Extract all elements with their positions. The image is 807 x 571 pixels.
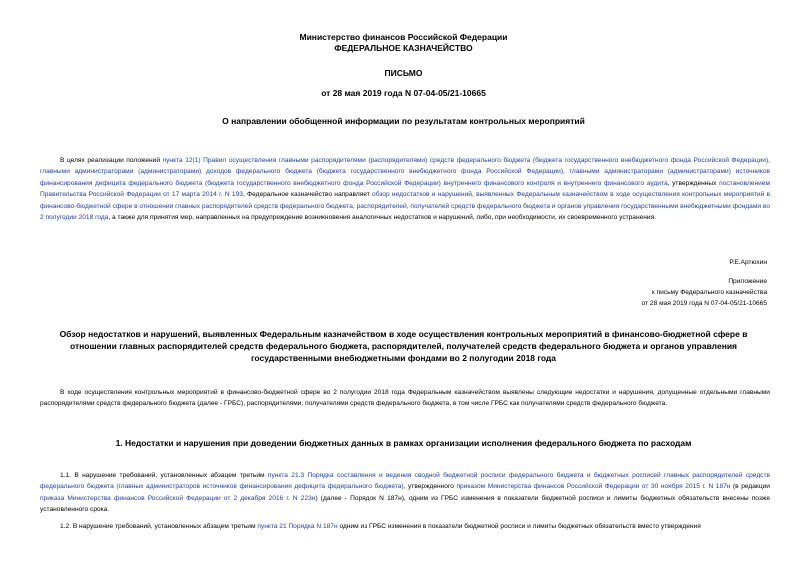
link-order-223n[interactable]: приказа Министерства финансов Российской Федерации от 2 декабря 2016 г. N 223н xyxy=(40,494,316,502)
section-1-title: 1. Недостатки и нарушения при доведении бюджетных данных в рамках организации исполнения федерального бюджета по расходам xyxy=(115,438,692,448)
review-intro: В ходе осуществления контрольных мероприятий в финансово-бюджетной сфере во 2 полугодии 2018 года Федеральным казначейством выявлены следующие недостатки и нарушения, допущенные отдельными главными распорядителями средств федерального бюджета (далее - ГРБС), распорядителями, получателями средств федерального бюджета, в том числе ГРБС как получателями средств федерального бюджета. xyxy=(40,389,770,408)
appendix-line-3: от 28 мая 2019 года N 07-04-05/21-10665 xyxy=(641,300,767,307)
appendix-line-1: Приложение xyxy=(728,278,767,285)
ministry-name: Министерство финансов Российской Федерации xyxy=(299,32,508,42)
link-review[interactable]: обзор недостатков и нарушений, выявленных Федеральным казначейством в ходе осуществления контрольных мероприятий в финансово-бюджетной сфере в отношении главных распорядителей средств федерального бюджета, распорядителей, получателей средств федерального бюджета и органов управления государственными внебюджетными фондами во 2 полугодии 2018 года xyxy=(40,191,771,222)
appendix-block xyxy=(642,276,767,309)
agency-name: ФЕДЕРАЛЬНОЕ КАЗНАЧЕЙСТВО xyxy=(334,43,473,53)
intro-paragraph: В целях реализации положений пункта 12(1) Правил осуществления главными распорядителями (распорядителями) средств федерального бюджета (бюджета государственного внебюджетного фонда Российской Федерации), главными администраторами (администраторами) доходов федерального бюджета (бюджета государственного внебюджетного фонда Российской Федерации), главными администраторами (администраторами) источников финансирования дефицита федерального бюджета (бюджета государственного внебюджетного фонда Российской Федерации) внутреннего финансового контроля и внутреннего финансового аудита, утвержденных постановлением Правительства Российской Федерации от 17 марта 2014 г. N 193, Федеральное казначейство направляет обзор недостатков и нарушений, выявленных Федеральным казначейством в ходе осуществления контрольных мероприятий в финансово-бюджетной сфере в отношении главных распорядителей средств федерального бюджета, распорядителей, получателей средств федерального бюджета и органов управления государственными внебюджетными фондами во 2 полугодии 2018 года, а также для принятия мер, направленных на предупреждение возникновения аналогичных недостатков и нарушений, либо, при необходимости, их своевременного устранения. xyxy=(40,157,771,222)
doc-type: ПИСЬМО xyxy=(384,68,423,78)
doc-date: от 28 мая 2019 года N 07-04-05/21-10665 xyxy=(321,88,486,98)
review-title: Обзор недостатков и нарушений, выявленных Федеральным казначейством в ходе осуществления контрольных мероприятий в финансово-бюджетной сфере в отношении главных распорядителей средств федерального бюджета, распорядителей, получателей средств федерального бюджета и органов управления государственными внебюджетными фондами во 2 полугодии 2018 года xyxy=(59,329,748,363)
header-block xyxy=(0,32,807,54)
link-decree-193[interactable]: постановлением Правительства Российской Федерации от 17 марта 2014 г. N 193 xyxy=(40,179,770,199)
link-p21-3[interactable]: пункта 21.3 Порядка составления и ведения сводной бюджетной росписи федерального бюджета и бюджетных росписей главных распорядителей средств федерального бюджета (главных администраторов источников финансирования дефицита федерального бюджета) xyxy=(40,472,770,491)
paragraph-1-2: 1.2. В нарушение требований, установленных абзацем третьим пункта 21 Порядка N 187н одним из ГРБС изменения в показатели бюджетной росписи и лимиты бюджетных обязательств вместо утверждения xyxy=(60,523,701,530)
signature: Р.Е.Артюхин xyxy=(729,259,767,266)
link-order-187n[interactable]: приказом Министерства финансов Российской Федерации от 30 ноября 2015 г. N 187н xyxy=(456,483,731,491)
paragraph-1-1: 1.1. В нарушение требований, установленных абзацем третьим пункта 21.3 Порядка составления и ведения сводной бюджетной росписи федерального бюджета и бюджетных росписей главных распорядителей средств федерального бюджета (главных администраторов источников финансирования дефицита федерального бюджета), утвержденного приказом Министерства финансов Российской Федерации от 30 ноября 2015 г. N 187н (в редакции приказа Министерства финансов Российской Федерации от 2 декабря 2016 г. N 223н) (далее - Порядок N 187н), одним из ГРБС изменения в показатели бюджетной росписи и лимиты бюджетных обязательств внесены позже установленного срока. xyxy=(40,472,771,514)
link-p21-187n[interactable]: пункта 21 Порядка N 187н xyxy=(257,523,338,530)
appendix-line-2: к письму Федерального казначейства xyxy=(651,289,767,296)
doc-subject: О направлении обобщенной информации по результатам контрольных мероприятий xyxy=(222,116,585,126)
link-rules-p12-1[interactable]: пункта 12(1) Правил осуществления главными распорядителями (распорядителями) средств федерального бюджета (бюджета государственного внебюджетного фонда Российской Федерации), главными администраторами (администраторами) доходов федерального бюджета (бюджета государственного внебюджетного фонда Российской Федерации), главными администраторами (администраторами) источников финансирования дефицита федерального бюджета (бюджета государственного внебюджетного фонда Российской Федерации) внутреннего финансового контроля и внутреннего финансового аудита xyxy=(40,157,770,187)
